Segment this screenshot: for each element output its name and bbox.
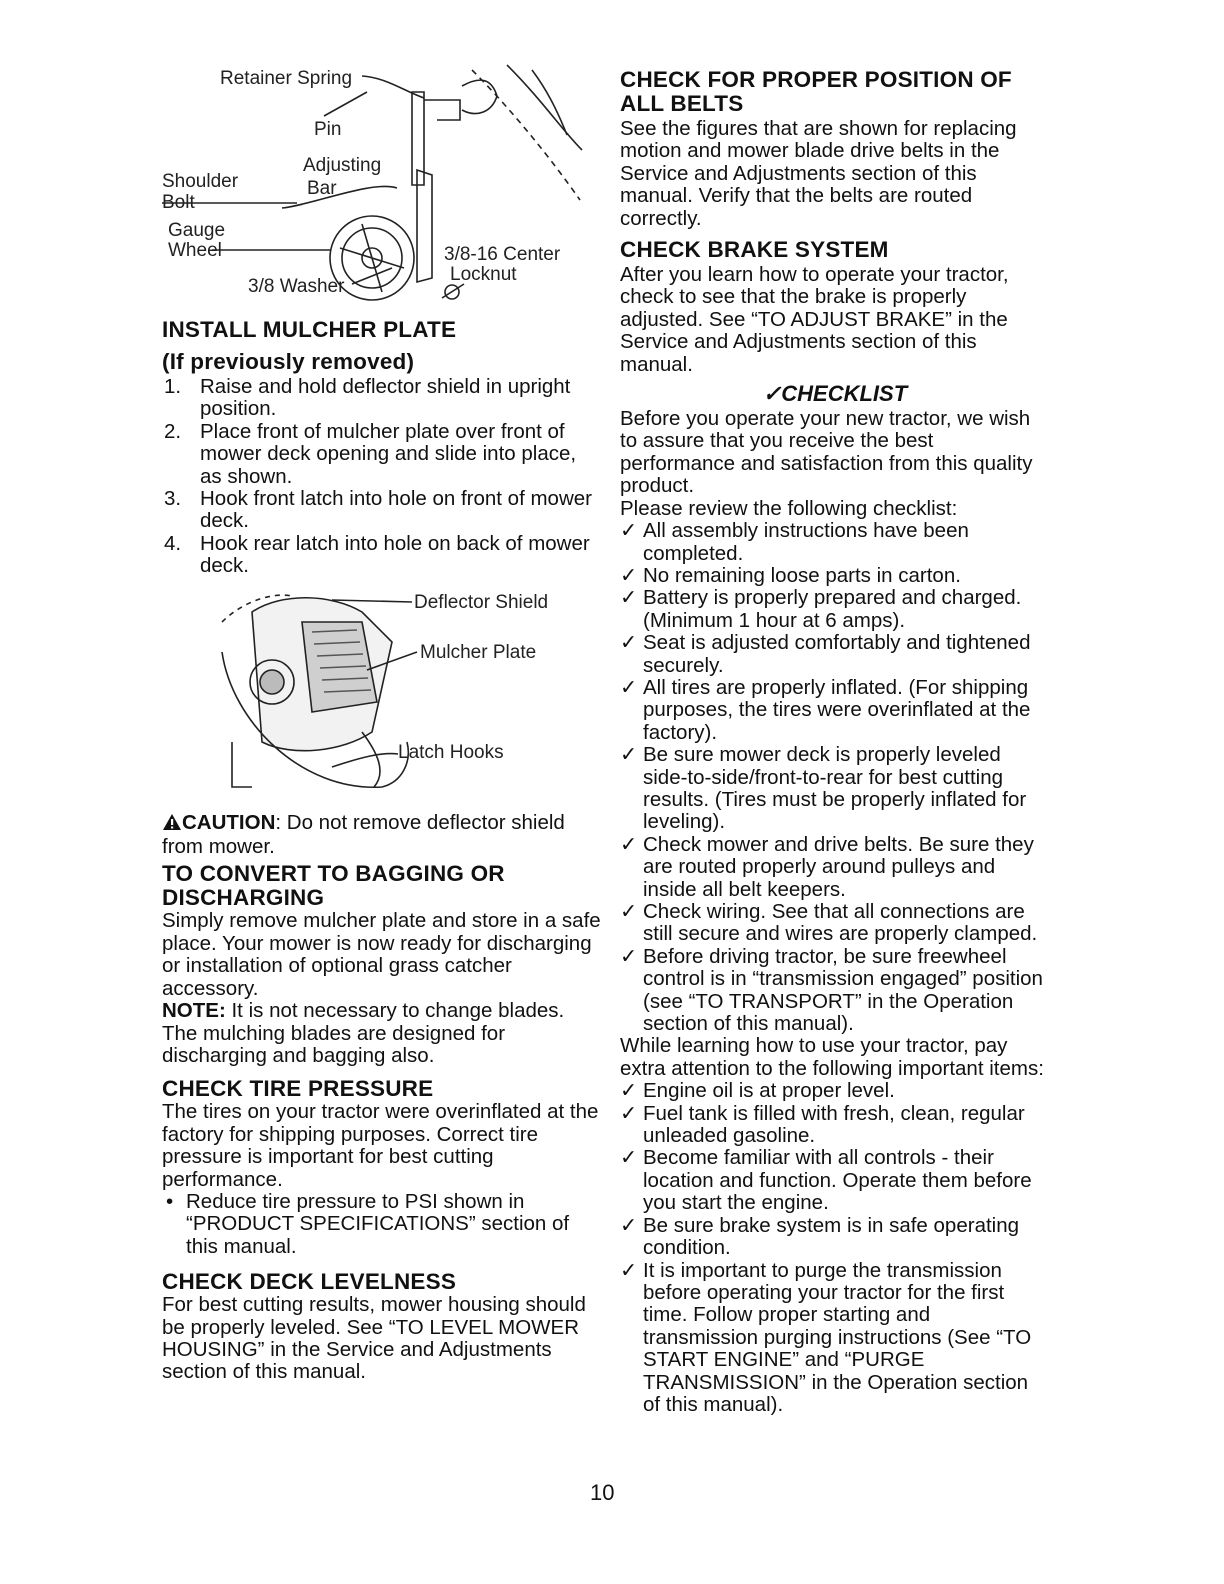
label-wheel: Wheel bbox=[168, 240, 222, 261]
list-item: ✓ All assembly instructions have been completed. bbox=[620, 519, 969, 565]
install-mulcher-subheading: (If previously removed) bbox=[162, 349, 415, 374]
list-item: ✓ Check mower and drive belts. Be sure they are routed properly around pulleys and inside all belt keepers. bbox=[620, 832, 1034, 901]
caution-note bbox=[162, 812, 602, 859]
check-icon: ✓ bbox=[620, 944, 638, 968]
list-item: ✓ No remaining loose parts in carton. bbox=[620, 563, 961, 587]
convert-note bbox=[162, 1000, 602, 1067]
mulcher-plate-illustration bbox=[162, 582, 602, 806]
list-item: ✓ Become familiar with all controls - their location and function. Operate them before you start the engine. bbox=[620, 1146, 1032, 1215]
checklist-items bbox=[620, 520, 1050, 1035]
label-locknut: Locknut bbox=[450, 264, 517, 285]
check-icon: ✓ bbox=[620, 519, 638, 543]
list-item: ✓ Be sure mower deck is properly leveled side-to-side/front-to-rear for best cutting results. (Tires must be properly inflated for leveling). bbox=[620, 743, 1027, 834]
deck-text: For best cutting results, mower housing should be properly leveled. See “TO LEVEL MOWER HOUSING” in the Service and Adjustments section of this manual. bbox=[162, 1293, 586, 1384]
check-icon: ✓ bbox=[620, 1079, 638, 1103]
check-icon: ✓ bbox=[620, 1213, 638, 1237]
label-latch-hooks: Latch Hooks bbox=[398, 741, 504, 763]
label-retainer-spring: Retainer Spring bbox=[220, 68, 353, 89]
gauge-wheel-illustration bbox=[162, 0, 602, 312]
label-gauge: Gauge bbox=[168, 220, 226, 241]
install-mulcher-steps bbox=[162, 376, 602, 578]
right-column bbox=[620, 68, 1050, 1416]
note-text: It is not necessary to change blades. The mulching blades are designed for discharging and bagging also. bbox=[162, 999, 565, 1067]
note-label: NOTE: bbox=[162, 999, 226, 1023]
label-bar: Bar bbox=[307, 178, 337, 199]
belts-heading: CHECK FOR PROPER POSITION OF ALL BELTS bbox=[620, 67, 1012, 116]
check-icon: ✓ bbox=[620, 1146, 638, 1170]
list-item: • Reduce tire pressure to PSI shown in “PRODUCT SPECIFICATIONS” section of this manual. bbox=[166, 1189, 570, 1258]
label-deflector-shield: Deflector Shield bbox=[414, 591, 549, 613]
warning-icon bbox=[162, 813, 182, 836]
list-item: 3. Hook front latch into hole on front of mower deck. bbox=[164, 487, 592, 533]
list-item: ✓ Be sure brake system is in safe operating condition. bbox=[620, 1213, 1020, 1260]
brake-text: After you learn how to operate your tractor, check to see that the brake is properly adjusted. See “TO ADJUST BRAKE” in the Service and Adjustments section of this manual. bbox=[620, 263, 1009, 376]
list-item: ✓ Battery is properly prepared and charged. (Minimum 1 hour at 6 amps). bbox=[620, 586, 1022, 632]
check-icon: ✓ bbox=[620, 586, 638, 610]
list-item: ✓ Before driving tractor, be sure freewheel control is in “transmission engaged” position (see “TO TRANSPORT” in the Operation section of this manual). bbox=[620, 944, 1043, 1036]
deck-heading: CHECK DECK LEVELNESS bbox=[162, 1269, 457, 1295]
label-bolt: Bolt bbox=[162, 192, 195, 213]
label-mulcher-plate: Mulcher Plate bbox=[420, 641, 537, 663]
list-item: ✓ It is important to purge the transmission before operating your tractor for the first time. Follow proper starting and transmission purging instructions (See “TO START ENGINE” and “PURGE TRANSMISSION” in the Operation section of this manual). bbox=[620, 1258, 1032, 1416]
check-icon: ✓ bbox=[620, 563, 638, 587]
caution-label: CAUTION bbox=[182, 810, 276, 834]
list-item: 2. Place front of mulcher plate over front of mower deck opening and slide into place, as shown. bbox=[164, 419, 577, 488]
checklist-title: ✓CHECKLIST bbox=[762, 381, 908, 407]
convert-text: Simply remove mulcher plate and store in a safe place. Your mower is now ready for discharging or installation of optional grass catcher accessory. bbox=[162, 909, 601, 1000]
checklist-while: While learning how to use your tractor, pay extra attention to the following important items: bbox=[620, 1034, 1044, 1080]
check-icon: ✓ bbox=[620, 743, 638, 767]
belts-text: See the figures that are shown for replacing motion and mower blade drive belts in the Service and Adjustments section of this manual. Verify that the belts are routed correctly. bbox=[620, 117, 1017, 230]
check-icon: ✓ bbox=[620, 631, 638, 655]
check-icon: ✓ bbox=[620, 900, 638, 923]
mulcher-plate-figure bbox=[162, 582, 602, 806]
label-shoulder: Shoulder bbox=[162, 171, 239, 192]
check-icon: ✓ bbox=[620, 1101, 638, 1125]
tire-text: The tires on your tractor were overinflated at the factory for shipping purposes. Correct tire pressure is important for best cutting performance. bbox=[162, 1100, 599, 1191]
label-pin: Pin bbox=[314, 119, 342, 140]
checklist-intro: Before you operate your new tractor, we wish to assure that you receive the best performance and satisfaction from this quality product. bbox=[620, 407, 1033, 498]
list-item: 1. Raise and hold deflector shield in upright position. bbox=[164, 375, 571, 421]
list-item: ✓ All tires are properly inflated. (For shipping purposes, the tires were overinflated at the factory). bbox=[620, 675, 1031, 744]
tire-heading: CHECK TIRE PRESSURE bbox=[162, 1076, 434, 1102]
gauge-wheel-figure bbox=[162, 0, 602, 312]
checklist-items-2 bbox=[620, 1080, 1050, 1416]
check-icon: ✓ bbox=[620, 1258, 638, 1282]
brake-heading: CHECK BRAKE SYSTEM bbox=[620, 237, 889, 263]
page-number: 10 bbox=[590, 1480, 615, 1505]
list-item: ✓ Check wiring. See that all connections are still secure and wires are properly clamped. bbox=[620, 900, 1038, 946]
tire-bullets bbox=[162, 1191, 602, 1258]
list-item: ✓ Engine oil is at proper level. bbox=[620, 1079, 895, 1103]
label-washer: 3/8 Washer bbox=[248, 276, 345, 297]
list-item: ✓ Seat is adjusted comfortably and tightened securely. bbox=[620, 631, 1031, 677]
check-icon: ✓ bbox=[620, 832, 638, 856]
label-center-locknut: 3/8-16 Center bbox=[444, 244, 561, 265]
convert-heading: TO CONVERT TO BAGGING OR DISCHARGING bbox=[162, 861, 505, 911]
checklist-review: Please review the following checklist: bbox=[620, 496, 958, 520]
list-item: ✓ Fuel tank is filled with fresh, clean, regular unleaded gasoline. bbox=[620, 1101, 1025, 1148]
install-mulcher-heading: INSTALL MULCHER PLATE bbox=[162, 317, 457, 342]
list-item: 4. Hook rear latch into hole on back of mower deck. bbox=[164, 531, 590, 578]
check-icon: ✓ bbox=[620, 675, 638, 699]
left-column bbox=[162, 0, 602, 1384]
caution-text: : Do not remove deflector shield from mower. bbox=[162, 810, 565, 859]
label-adjusting: Adjusting bbox=[303, 155, 382, 176]
